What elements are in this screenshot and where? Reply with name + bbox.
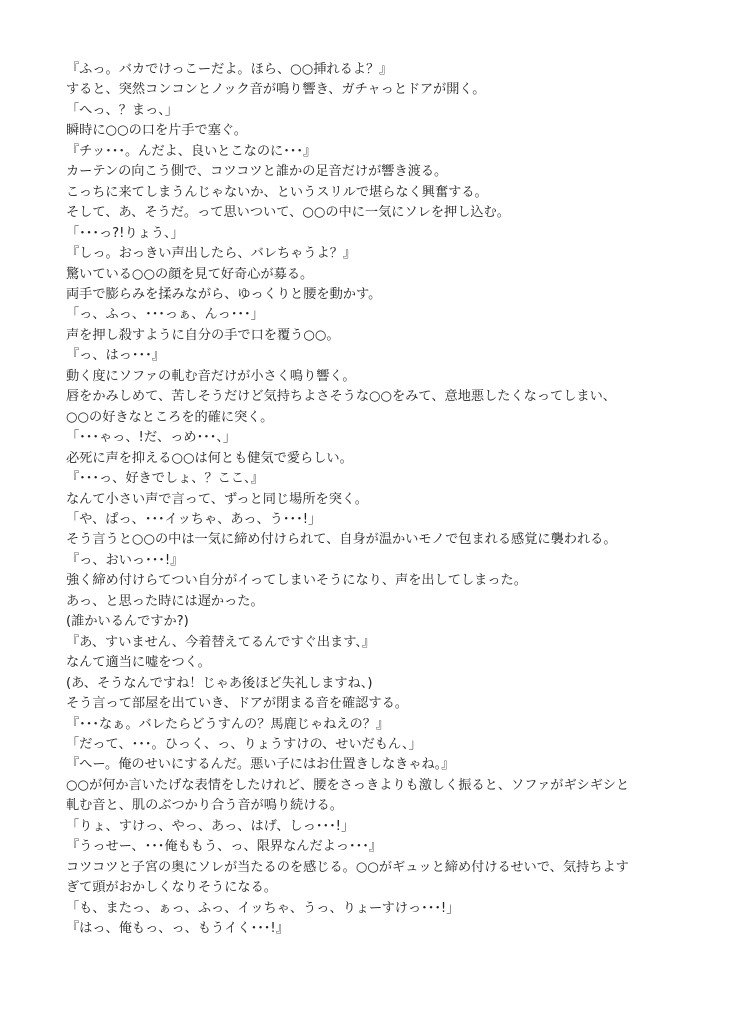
text-line: 「･･･っ?!りょう、」 [66,225,184,241]
text-line: 『はっ、俺もっ、っ、もうイく･･･!』 [66,921,289,937]
text-line: 『･･･っ、好きでしょ、？ここ、』 [66,471,264,487]
text-line: なんて適当に嘘をつく。 [66,655,211,671]
text-line: 動く度にソファの軋む音だけが小さく鳴り響く。 [66,368,356,384]
text-line: カーテンの向こう側で、コツコツと誰かの足音だけが響き渡る。 [66,164,448,180]
text-line: (あ、そうなんですね！じゃあ後ほど失礼しますね、) [66,675,373,691]
text-line: 『っ、はっ･･･』 [66,348,165,364]
text-line: 『チッ･･･。んだよ、良いとこなのに･･･』 [66,143,317,159]
text-line: 『へー。俺のせいにするんだ。悪い子にはお仕置きしなきゃね。』 [66,757,455,773]
text-line: 『･･･なぁ。バレたらどうすんの？馬鹿じゃねえの？』 [66,716,390,732]
text-line: 強く締め付けらてつい自分がイってしまいそうになり、声を出してしまった。 [66,573,527,589]
text-line: 『あ、すいません、今着替えてるんですぐ出ます、』 [66,634,376,650]
text-line: 瞬時に○○の口を片手で塞ぐ。 [66,123,247,139]
text-line: 必死に声を抑える○○は何とも健気で愛らしい。 [66,450,353,466]
text-line: あっ、と思った時には遅かった。 [66,593,264,609]
text-line: 声を押し殺すように自分の手で口を覆う○○。 [66,327,340,343]
text-line: 「りょ、すけっ、やっ、あっ、はげ、しっ･･･!」 [66,818,355,834]
text-line: 『うっせー、･･･俺ももう、っ、限界なんだよっ･･･』 [66,839,382,855]
text-line: こっちに来てしまうんじゃないか、というスリルで堪らなく興奮する。 [66,184,488,200]
text-line: ○○の好きなところを的確に突く。 [66,409,274,425]
text-line: そして、あ、そうだ。って思いついて、○○の中に一気にソレを押し込む。 [66,205,510,221]
text-line: 驚いている○○の顔を見て好奇心が募る。 [66,266,314,282]
text-line: コツコツと子宮の奥にソレが当たるのを感じる。○○がギュッと締め付けるせいで、気持ちよす [66,859,629,875]
text-line: 「や、ぱっ、･･･イッちゃ、あっ、う･･･!」 [66,511,322,527]
text-line: そう言うと○○の中は一気に締め付けられて、自身が温かいモノで包まれる感覚に襲われる。 [66,532,617,548]
text-line: そう言って部屋を出ていき、ドアが閉まる音を確認する。 [66,696,408,712]
text-line: (誰かいるんですか?) [66,614,189,630]
text-line: ぎて頭がおかしくなりそうになる。 [66,880,277,896]
text-line: なんて小さい声で言って、ずっと同じ場所を突く。 [66,491,368,507]
text-line: 「っ、ふっ、･･･っぁ、んっ･･･」 [66,307,264,323]
text-line: 『ふっ。バカでけっこーだよ。ほら、○○挿れるよ？』 [66,62,393,77]
text-line: 「･･･ゃっ、!だ、っめ･･･、」 [66,430,237,446]
text-line: 『っ、おいっ･･･!』 [66,552,184,568]
text-line: 唇をかみしめて、苦しそうだけど気持ちよさそうな○○をみて、意地悪したくなってしまい、 [66,389,616,405]
text-line: すると、突然コンコンとノック音が鳴り響き、ガチャっとドアが開く。 [66,82,486,98]
text-line: 「だって、･･･。ひっく、っ、りょうすけの、せいだもん、」 [66,736,422,752]
text-line: 『しっ。おっきい声出したら、バレちゃうよ？』 [66,246,357,262]
text-line: ○○が何か言いたげな表情をしたけれど、腰をさっきよりも激しく振ると、ソファがギシギシと [66,777,630,793]
text-line: 両手で膨らみを揉みながら、ゆっくりと腰を動かす。 [66,286,382,302]
text-line: 「も、またっ、ぁっ、ふっ、イッちゃ、うっ、りょーすけっ･･･!」 [66,900,460,916]
text-line: 「へっ、？まっ、」 [66,102,179,118]
story-text [66,60,666,939]
text-line: 軋む音と、肌のぶつかり合う音が鳴り続ける。 [66,798,343,814]
